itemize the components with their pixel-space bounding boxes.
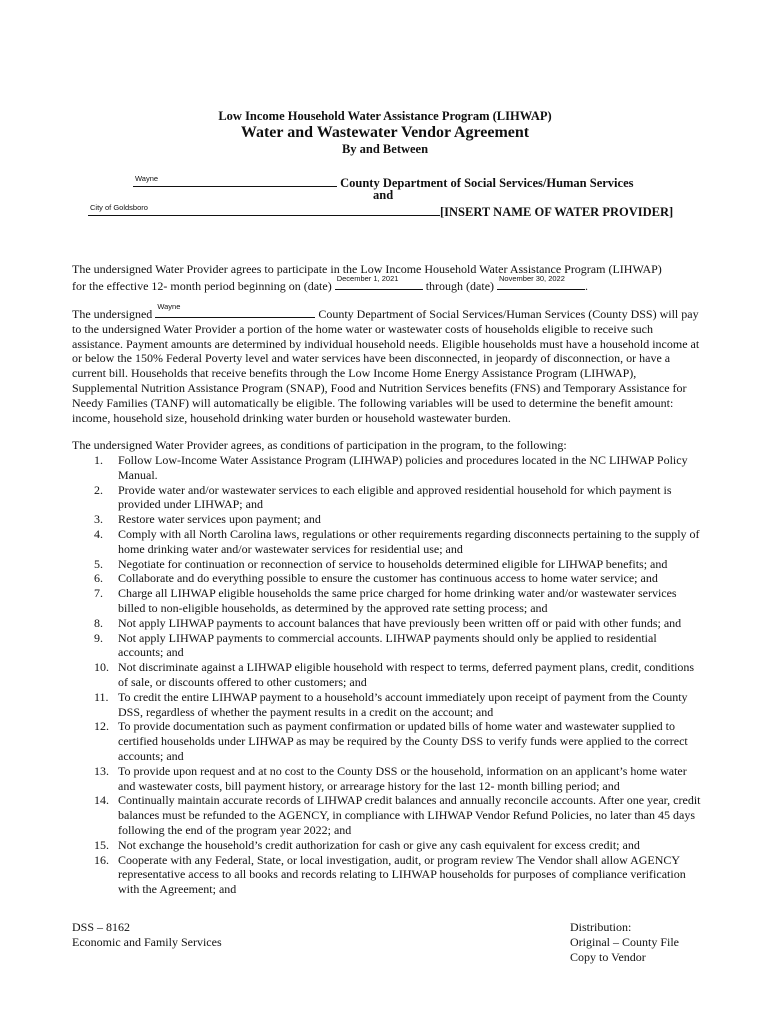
program-heading: Low Income Household Water Assistance Program (LIHWAP)	[218, 109, 552, 123]
intro-line-2	[72, 274, 702, 294]
condition-text: Negotiate for continuation or reconnection of service to households determined eligible for LIHWAP benefits; and	[118, 556, 668, 571]
condition-item	[72, 764, 702, 794]
condition-text: Collaborate and do everything possible to ensure the customer has continuous access to home water service; and	[118, 571, 658, 586]
condition-number: 2.	[94, 482, 103, 497]
condition-item	[72, 512, 702, 527]
condition-number: 3.	[94, 512, 103, 527]
condition-item	[72, 838, 702, 853]
condition-text: To credit the entire LIHWAP payment to a household’s account immediately upon receipt of payment from the County DSS, regardless of whether the payment results in a credit on the account; and	[118, 689, 688, 719]
condition-number: 9.	[94, 630, 103, 645]
condition-text: Provide water and/or wastewater services to each eligible and approved residential household for which payment is provided under LIHWAP; and	[118, 482, 672, 512]
condition-text: Comply with all North Carolina laws, regulations or other requirements regarding disconnects pertaining to the supply of home drinking water and/or wastewater services for residential use; and	[118, 526, 700, 556]
condition-number: 7.	[94, 586, 103, 601]
condition-item	[72, 483, 702, 513]
condition-text: Not apply LIHWAP payments to account balances that have previously been written off or paid with other funds; and	[118, 615, 682, 630]
condition-number: 11.	[94, 689, 109, 704]
county-party-label: County Department of Social Services/Human Services	[340, 176, 634, 190]
payment-county-label: County Department of Social Services/Human Services (County DSS)	[318, 307, 657, 321]
condition-text: Not discriminate against a LIHWAP eligible household with respect to terms, deferred payment plans, credit, conditions of sale, or discounts offered to other customers; and	[118, 660, 695, 689]
start-date-field[interactable]	[335, 274, 423, 290]
end-date-value: November 30, 2022	[499, 274, 565, 283]
condition-text: Restore water services upon payment; and	[118, 512, 321, 527]
distribution-block	[570, 920, 679, 965]
condition-number: 12.	[94, 719, 109, 734]
intro-line-1: The undersigned Water Provider agrees to participate in the Low Income Household Water Assistance Program (LIHWAP)	[72, 262, 662, 276]
condition-number: 8.	[94, 615, 103, 630]
payment-paragraph	[72, 302, 702, 425]
condition-number: 14.	[94, 793, 109, 808]
condition-number: 5.	[94, 556, 103, 571]
condition-text: To provide documentation such as payment confirmation or updated bills of home water and wastewater supplied to certified households under LIHWAP as may be required by the County DSS to verify funds were applied to the correct accounts; and	[118, 719, 688, 763]
condition-item	[72, 527, 702, 557]
condition-number: 16.	[94, 852, 109, 867]
conditions-intro: The undersigned Water Provider agrees, as conditions of participation in the program, to the following:	[72, 438, 567, 452]
document-title: Water and Wastewater Vendor Agreement	[240, 124, 530, 141]
distribution-original: Original – County File	[570, 935, 679, 949]
condition-item	[72, 453, 702, 483]
by-and-between-heading: By and Between	[341, 142, 429, 156]
payment-county-value: Wayne	[157, 302, 181, 312]
condition-text: To provide upon request and at no cost to the County DSS or the household, information on an applicant’s home water and wastewater costs, bill payment history, or arrearage history for the last 12- month billing period; and	[118, 763, 687, 793]
condition-item	[72, 557, 702, 572]
condition-number: 1.	[94, 453, 103, 467]
distribution-label: Distribution:	[570, 920, 632, 934]
condition-number: 6.	[94, 571, 103, 586]
condition-item	[72, 571, 702, 586]
division-name: Economic and Family Services	[72, 935, 222, 949]
condition-number: 4.	[94, 526, 103, 541]
condition-text: Cooperate with any Federal, State, or local investigation, audit, or program review The Vendor shall allow AGENCY representative access to all books and records relating to LIHWAP households for purposes of compliance verification with the Agreement; and	[118, 852, 686, 897]
condition-item	[72, 586, 702, 616]
end-period: .	[585, 278, 589, 293]
condition-text: Not apply LIHWAP payments to commercial accounts. LIHWAP payments should only be applied to residential accounts; and	[118, 630, 657, 660]
condition-text: Continually maintain accurate records of LIHWAP credit balances and annually reconcile accounts. After one year, credit balances must be refunded to the AGENCY, in compliance with LIHWAP Vendor Refund Policies, no later than 45 days following the end of the program year 2022; and	[118, 793, 701, 837]
intro-period-label: for the effective 12- month period beginning on (date)	[72, 278, 332, 293]
form-footer	[72, 920, 222, 950]
payment-county-field[interactable]	[155, 302, 315, 318]
condition-item	[72, 853, 702, 897]
condition-item	[72, 660, 702, 690]
through-label: through (date)	[425, 278, 495, 293]
county-name-value: Wayne	[135, 174, 159, 183]
condition-number: 15.	[94, 837, 109, 852]
form-number: DSS – 8162	[72, 920, 131, 934]
provider-party-label: [INSERT NAME OF WATER PROVIDER]	[440, 205, 674, 219]
provider-name-field[interactable]	[88, 201, 440, 216]
condition-item	[72, 793, 702, 837]
condition-item	[72, 719, 702, 763]
condition-text: Follow Low-Income Water Assistance Program (LIHWAP) policies and procedures located in the NC LIHWAP Policy Manual.	[118, 453, 688, 482]
provider-name-value: City of Goldsboro	[90, 203, 148, 212]
and-label: and	[373, 188, 394, 202]
condition-number: 13.	[94, 763, 109, 778]
condition-number: 10.	[94, 660, 109, 675]
condition-text: Charge all LIHWAP eligible households the same price charged for home drinking water and/or wastewater services billed to non-eligible households, as determined by the approved rate setting process; and	[118, 586, 677, 615]
end-date-field[interactable]	[497, 274, 585, 290]
distribution-copy: Copy to Vendor	[570, 950, 646, 964]
condition-item	[72, 616, 702, 631]
county-name-field[interactable]	[133, 172, 337, 187]
payment-prefix: The undersigned	[72, 307, 153, 321]
provider-party-line	[88, 201, 673, 220]
condition-item	[72, 631, 702, 661]
condition-item	[72, 690, 702, 720]
intro-paragraph	[72, 262, 702, 294]
condition-text: Not exchange the household’s credit authorization for cash or give any cash equivalent for excess credit; and	[118, 837, 640, 852]
conditions-list	[72, 453, 702, 897]
start-date-value: December 1, 2021	[336, 274, 399, 283]
payment-body: will pay to the undersigned Water Provider a portion of the home water or wastewater costs of households eligible to receive such assistance. Payment amounts are determined by individual household needs. Eligible households must have a household income at or below the 150% Federal Poverty level and water services have been disconnected, in jeopardy of disconnection, or have a current bill. Households that receive benefits through the Low Income Home Energy Assistance Program (LIHWAP), Supplemental Nutrition Assistance Program (SNAP), Food and Nutrition Services benefits (FNS) and Temporary Assistance for Needy Families (TANF) will automatically be eligible. The following variables will be used to determine the benefit amount: income, household size, household drinking water burden or household wastewater burden.	[72, 307, 700, 425]
